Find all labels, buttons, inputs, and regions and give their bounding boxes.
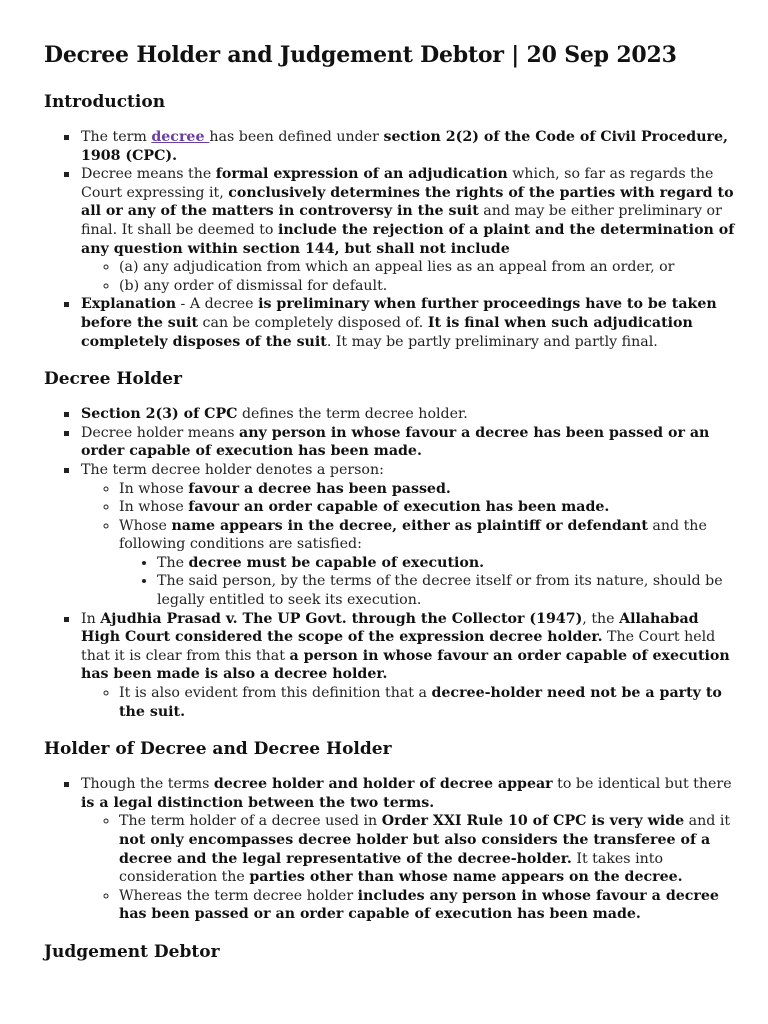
sub-list-item: ◦ It is also evident from this definition that a decree-holder need not be a party to the suit. bbox=[119, 684, 738, 721]
section-heading-holder-of-decree: Holder of Decree and Decree Holder bbox=[44, 739, 392, 760]
sub-list-item: ◦ (a) any adjudication from which an appeal lies as an appeal from an order, or bbox=[119, 258, 738, 277]
sub-list-item: ◦ In whose favour a decree has been passed. bbox=[119, 480, 738, 499]
sub-sub-list bbox=[119, 554, 738, 610]
sub-sub-list-item: • The decree must be capable of execution. bbox=[157, 554, 738, 573]
sub-list-item: ◦ (b) any order of dismissal for default. bbox=[119, 277, 738, 296]
list-item: Decree means the formal expression of an adjudication which, so far as regards the Court expressing it, conclusively determines the rights of the parties with regard to all or any of the matters in controversy in the suit and may be either preliminary or final. It shall be deemed to include the rejection of a plaint and the determination of any question within section 144, but shall not include ◦ (a) any adjudication from which an appeal lies as an appeal from an order, or ◦ (b) any order of dismissal for default. bbox=[81, 165, 738, 295]
section-heading-judgement-debtor: Judgement Debtor bbox=[44, 941, 220, 962]
list-item: Explanation - A decree is preliminary when further proceedings have to be taken before the suit can be completely disposed of. It is final when such adjudication completely disposes of the suit. It may be partly preliminary and partly final. bbox=[81, 295, 738, 351]
introduction-list bbox=[44, 128, 738, 351]
sub-list bbox=[81, 684, 738, 721]
sub-list-item: ◦ Whose name appears in the decree, either as plaintiff or defendant and the following conditions are satisfied: • The decree must be capable of execution. • The said person, by the terms of the decree itself or from its nature, should be legally entitled to seek its execution. bbox=[119, 517, 738, 610]
decree-holder-list bbox=[44, 405, 738, 721]
sub-sub-list-item: • The said person, by the terms of the decree itself or from its nature, should be legally entitled to seek its execution. bbox=[157, 572, 738, 609]
holder-of-decree-list bbox=[44, 775, 738, 924]
section-heading-introduction: Introduction bbox=[44, 92, 166, 112]
list-item: Section 2(3) of CPC defines the term decree holder. bbox=[81, 405, 738, 424]
list-item: In Ajudhia Prasad v. The UP Govt. through the Collector (1947), the Allahabad High Court considered the scope of the expression decree holder. The Court held that it is clear from this that a person in whose favour an order capable of execution has been made is also a decree holder. ◦ It is also evident from this definition that a decree-holder need not be a party to the suit. bbox=[81, 610, 738, 722]
section-heading-decree-holder: Decree Holder bbox=[44, 369, 182, 390]
list-item: Though the terms decree holder and holder of decree appear to be identical but there is a legal distinction between the two terms. ◦ The term holder of a decree used in Order XXI Rule 10 of CPC is very wide and it not only encompasses decree holder but also considers the transferee of a decree and the legal representative of the decree-holder. It takes into consideration the parties other than whose name appears on the decree. ◦ Whereas the term decree holder includes any person in whose favour a decree has been passed or an order capable of execution has been made. bbox=[81, 775, 738, 924]
sub-list bbox=[81, 812, 738, 924]
sub-list-item: ◦ Whereas the term decree holder includes any person in whose favour a decree has been passed or an order capable of execution has been made. bbox=[119, 887, 738, 924]
sub-list-item: ◦ In whose favour an order capable of execution has been made. bbox=[119, 498, 738, 517]
list-item: The term decree holder denotes a person: ◦ In whose favour a decree has been passed. ◦ In whose favour an order capable of execution has been made. ◦ Whose name appears in the decree, either as plaintiff or defendant and the following conditions are satisfied: • The decree must be capable of execution. • The said person, by the terms of the decree itself or from its nature, should be legally entitled to seek its execution. bbox=[81, 461, 738, 610]
list-item: Decree holder means any person in whose favour a decree has been passed or an order capable of execution has been made. bbox=[81, 424, 738, 461]
list-item: The term decree has been defined under section 2(2) of the Code of Civil Procedure, 1908 (CPC). bbox=[81, 128, 738, 165]
page-title: Decree Holder and Judgement Debtor | 20 Sep 2023 bbox=[44, 42, 677, 68]
decree-link[interactable]: decree bbox=[151, 129, 210, 145]
sub-list-item: ◦ The term holder of a decree used in Order XXI Rule 10 of CPC is very wide and it not only encompasses decree holder but also considers the transferee of a decree and the legal representative of the decree-holder. It takes into consideration the parties other than whose name appears on the decree. bbox=[119, 812, 738, 886]
sub-list bbox=[81, 480, 738, 610]
sub-list bbox=[81, 258, 738, 295]
